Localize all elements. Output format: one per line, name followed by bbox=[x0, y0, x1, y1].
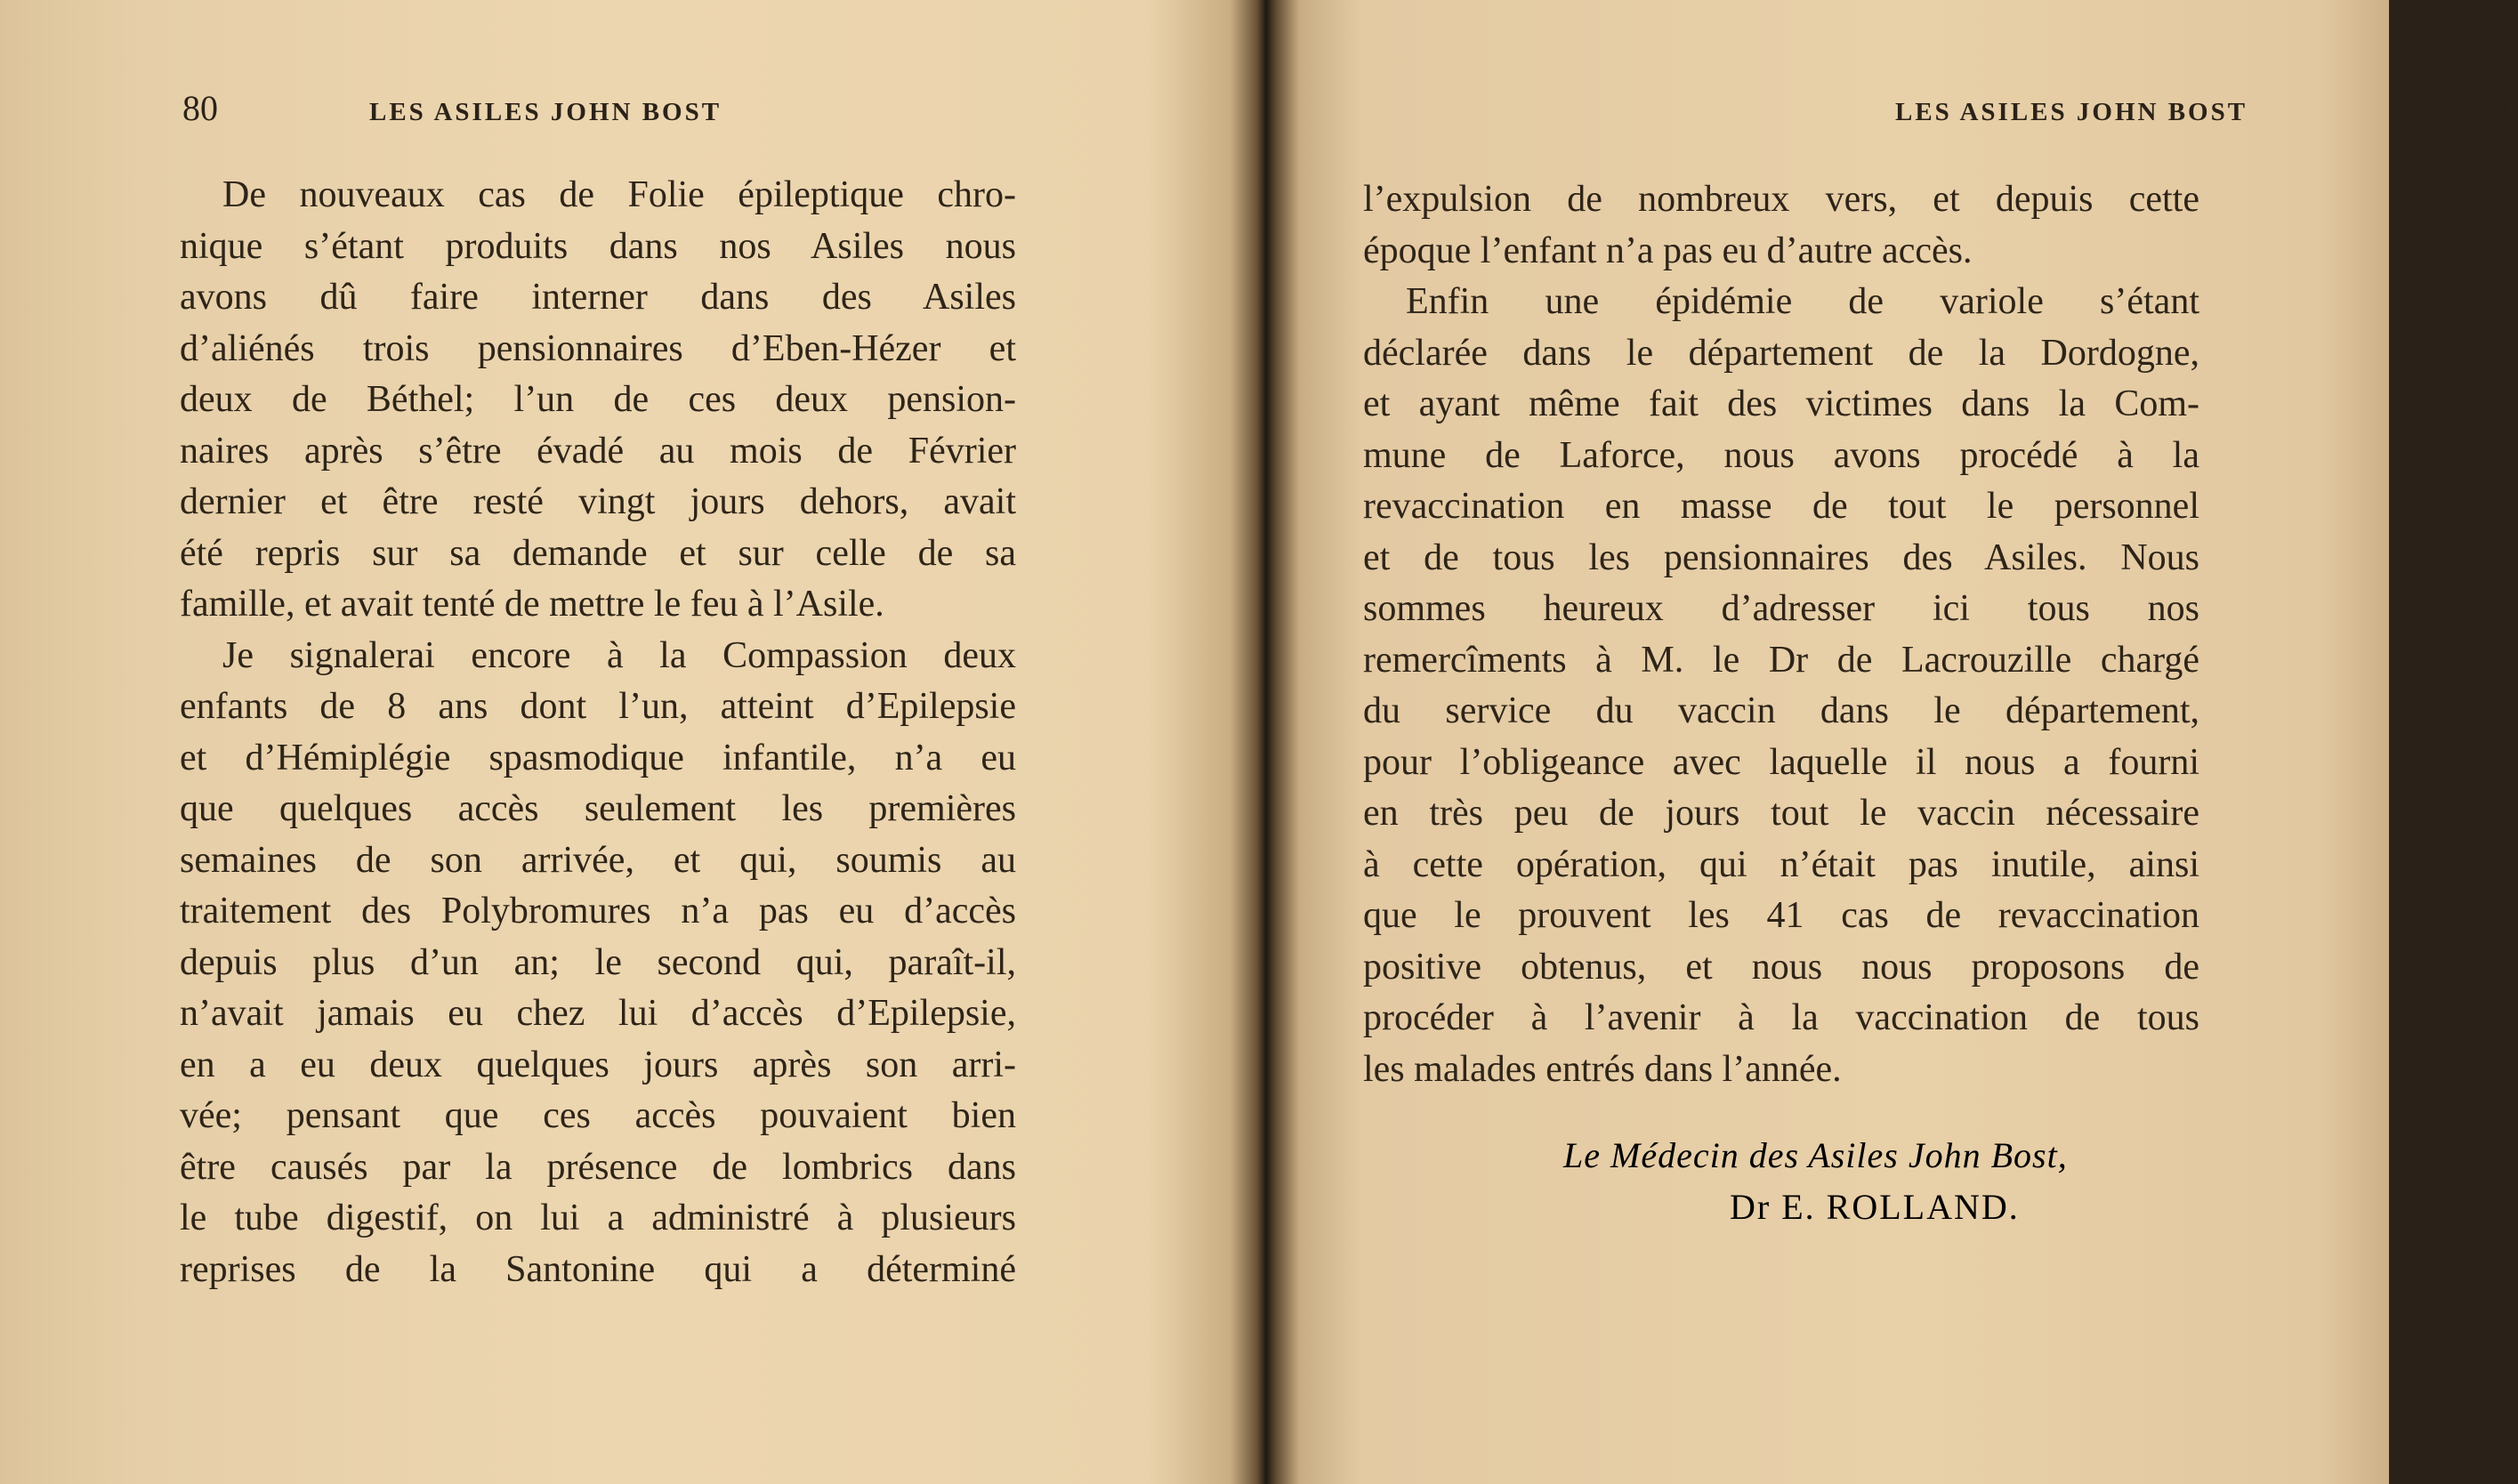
running-head-right: LES ASILES JOHN BOST bbox=[1895, 98, 2248, 126]
text-line: que le prouvent les 41 cas de revaccination bbox=[1363, 895, 2199, 936]
text-line: famille, et avait tenté de mettre le feu à l’Asile. bbox=[180, 584, 884, 625]
text-line: positive obtenus, et nous nous proposons de bbox=[1363, 946, 2199, 988]
text-line: reprises de la Santonine qui a déterminé bbox=[180, 1248, 1016, 1290]
page-number-right: 81 bbox=[2482, 88, 2518, 128]
text-line: que quelques accès seulement les premières bbox=[180, 788, 1016, 829]
text-line: nique s’étant produits dans nos Asiles nous bbox=[180, 225, 1016, 267]
text-line: été repris sur sa demande et sur celle de sa bbox=[180, 532, 1016, 574]
text-line: le tube digestif, on lui a administré à plusieurs bbox=[180, 1198, 1016, 1238]
right-page-header bbox=[1575, 87, 2518, 141]
running-head-left: LES ASILES JOHN BOST bbox=[369, 98, 722, 126]
text-line: pour l’obligeance avec laquelle il nous a fourni bbox=[1363, 741, 2199, 783]
text-line: n’avait jamais eu chez lui d’accès d’Epilepsie, bbox=[180, 993, 1016, 1034]
text-line: déclarée dans le département de la Dordogne, bbox=[1363, 332, 2199, 374]
text-line: et ayant même fait des victimes dans la Com- bbox=[1363, 383, 2199, 424]
left-page-header bbox=[182, 87, 1028, 141]
text-line: mune de Laforce, nous avons procédé à la bbox=[1363, 434, 2199, 476]
left-page-body bbox=[180, 170, 1016, 1295]
signature-name: Dr E. ROLLAND. bbox=[1730, 1187, 2020, 1227]
text-line: être causés par la présence de lombrics dans bbox=[180, 1146, 1016, 1188]
left-page bbox=[0, 0, 1192, 1484]
text-line: sommes heureux d’adresser ici tous nos bbox=[1363, 588, 2199, 629]
text-line: dernier et être resté vingt jours dehors, avait bbox=[180, 481, 1016, 522]
signature-block bbox=[1363, 1130, 2199, 1233]
text-line: à cette opération, qui n’était pas inutile, ainsi bbox=[1363, 843, 2199, 885]
text-line: l’expulsion de nombreux vers, et depuis cette bbox=[1363, 179, 2199, 220]
text-line: vée; pensant que ces accès pouvaient bien bbox=[180, 1095, 1016, 1136]
text-line: semaines de son arrivée, et qui, soumis au bbox=[180, 839, 1016, 881]
text-line: d’aliénés trois pensionnaires d’Eben-Hézer et bbox=[180, 327, 1016, 369]
text-line: du service du vaccin dans le département, bbox=[1363, 690, 2199, 731]
text-line: enfants de 8 ans dont l’un, atteint d’Epilepsie bbox=[180, 686, 1016, 727]
right-page-body bbox=[1363, 174, 2199, 1095]
text-line: en a eu deux quelques jours après son arri- bbox=[180, 1044, 1016, 1085]
text-line: en très peu de jours tout le vaccin nécessaire bbox=[1363, 793, 2199, 834]
signature-title: Le Médecin des Asiles John Bost, bbox=[1563, 1135, 2068, 1175]
text-line: traitement des Polybromures n’a pas eu d’accès bbox=[180, 891, 1016, 932]
text-line: naires après s’être évadé au mois de Février bbox=[180, 430, 1016, 472]
text-line: et d’Hémiplégie spasmodique infantile, n’a eu bbox=[180, 737, 1016, 778]
text-line: Je signalerai encore à la Compassion deux bbox=[222, 634, 1016, 676]
text-line: avons dû faire interner dans des Asiles bbox=[180, 277, 1016, 318]
text-line: les malades entrés dans l’année. bbox=[1363, 1048, 1842, 1090]
text-line: procéder à l’avenir à la vaccination de tous bbox=[1363, 997, 2199, 1038]
text-line: De nouveaux cas de Folie épileptique chro- bbox=[222, 174, 1016, 215]
text-line: remercîments à M. le Dr de Lacrouzille chargé bbox=[1363, 639, 2199, 681]
text-line: Enfin une épidémie de variole s’étant bbox=[1406, 281, 2199, 322]
text-line: depuis plus d’un an; le second qui, paraît-il, bbox=[180, 941, 1016, 983]
text-line: revaccination en masse de tout le personnel bbox=[1363, 486, 2199, 527]
text-line: et de tous les pensionnaires des Asiles. Nous bbox=[1363, 536, 2199, 578]
text-line: époque l’enfant n’a pas eu d’autre accès. bbox=[1363, 230, 1973, 271]
page-number-left: 80 bbox=[182, 88, 218, 128]
text-line: deux de Béthel; l’un de ces deux pension- bbox=[180, 379, 1016, 420]
